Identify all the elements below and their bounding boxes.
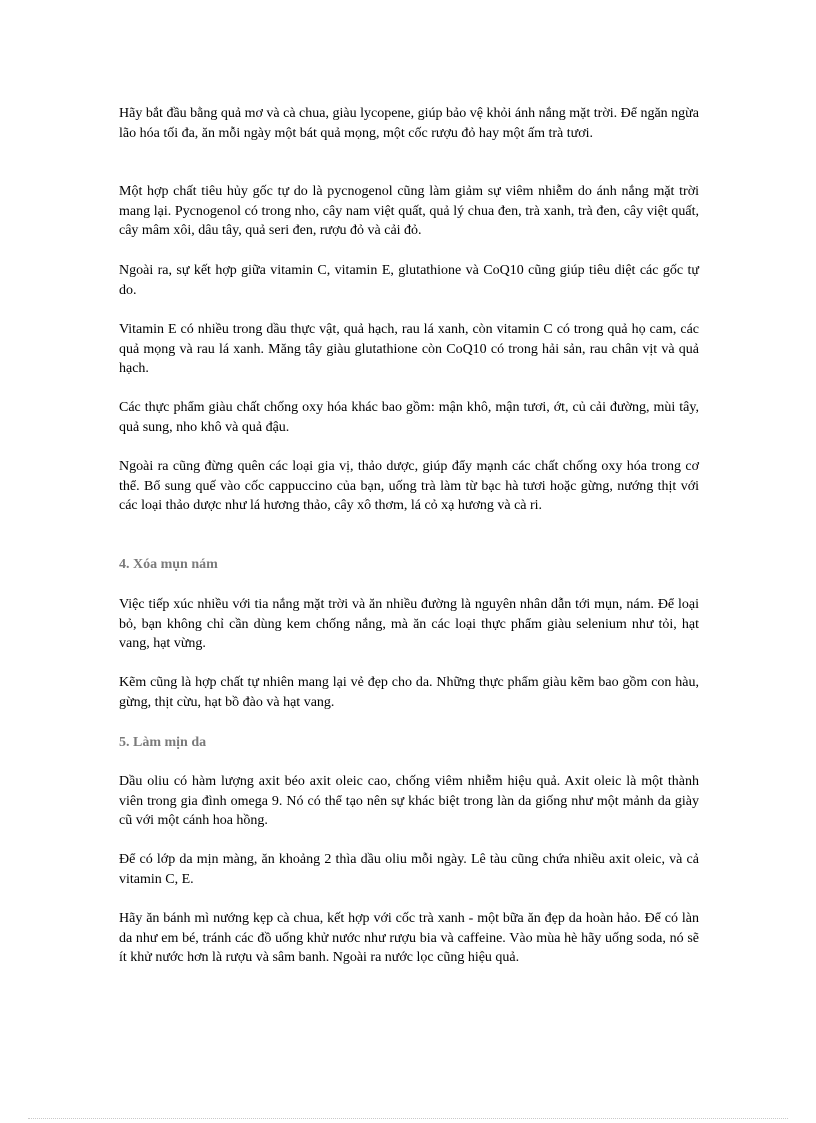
paragraph-apricot-tomato: Hãy bắt đầu bằng quả mơ và cà chua, giàu lycopene, giúp bảo vệ khỏi ánh nắng mặt trời. Để ngăn ngừa lão hóa tối đa, ăn mỗi ngày một bát quả mọng, một cốc rượu đỏ hay một ấm trà tươi. <box>119 106 699 141</box>
section-heading-acne: 4. Xóa mụn nám <box>119 557 218 572</box>
paragraph-sun-sugar: Việc tiếp xúc nhiều với tia nắng mặt trời và ăn nhiều đường là nguyên nhân dẫn tới mụn, nám. Để loại bỏ, bạn không chỉ cần dùng kem chống nắng, mà ăn các loại thực phẩm giàu selenium như tỏi, hạt vang, hạt vừng. <box>119 597 699 652</box>
paragraph-toast-tea: Hãy ăn bánh mì nướng kẹp cà chua, kết hợp với cốc trà xanh - một bữa ăn đẹp da hoàn hảo. Để có làn da như em bé, tránh các đồ uống khử nước như rượu bia và caffeine. Vào mùa hè hãy uống soda, nó sẽ ít khử nước hơn là rượu và sâm banh. Ngoài ra nước lọc cũng hiệu quả. <box>119 911 699 966</box>
section-heading-smooth-skin: 5. Làm mịn da <box>119 735 207 750</box>
paragraph-pycnogenol: Một hợp chất tiêu hủy gốc tự do là pycnogenol cũng làm giảm sự viêm nhiễm do ánh nắng mặt trời mang lại. Pycnogenol có trong nho, cây nam việt quất, quả lý chua đen, trà xanh, trà đen, cây việt quất, cây mâm xôi, dâu tây, quả seri đen, rượu đỏ và cải đỏ. <box>119 184 699 239</box>
paragraph-vitamin-sources: Vitamin E có nhiều trong dầu thực vật, quả hạch, rau lá xanh, còn vitamin C có trong quả họ cam, các quả mọng và rau lá xanh. Măng tây giàu glutathione còn CoQ10 có trong hải sản, rau chân vịt và quả hạch. <box>119 322 699 377</box>
paragraph-daily-olive-oil: Để có lớp da mịn màng, ăn khoảng 2 thìa dầu oliu mỗi ngày. Lê tàu cũng chứa nhiều axit oleic, và cả vitamin C, E. <box>119 852 699 887</box>
paragraph-vitamin-combo: Ngoài ra, sự kết hợp giữa vitamin C, vitamin E, glutathione và CoQ10 cũng giúp tiêu diệt các gốc tự do. <box>119 263 699 298</box>
paragraph-olive-oil: Dầu oliu có hàm lượng axit béo axit oleic cao, chống viêm nhiễm hiệu quả. Axit oleic là một thành viên trong gia đình omega 9. Nó có thể tạo nên sự khác biệt trong làn da giống như một mảnh da giày cũ với một cánh hoa hồng. <box>119 774 699 829</box>
page-bottom-divider <box>28 1118 788 1119</box>
paragraph-zinc: Kẽm cũng là hợp chất tự nhiên mang lại vẻ đẹp cho da. Những thực phẩm giàu kẽm bao gồm con hàu, gừng, thịt cừu, hạt bồ đào và hạt vang. <box>119 675 699 710</box>
paragraph-spices-herbs: Ngoài ra cũng đừng quên các loại gia vị, thảo dược, giúp đẩy mạnh các chất chống oxy hóa trong cơ thể. Bổ sung quế vào cốc cappuccino của bạn, uống trà làm từ bạc hà tươi hoặc gừng, nướng thịt với các loại thảo dược như lá hương thảo, cây xô thơm, lá cỏ xạ hương và cà ri. <box>119 459 699 514</box>
paragraph-antioxidant-foods: Các thực phẩm giàu chất chống oxy hóa khác bao gồm: mận khô, mận tươi, ớt, củ cải đường, mùi tây, quả sung, nho khô và quả đậu. <box>119 400 699 435</box>
